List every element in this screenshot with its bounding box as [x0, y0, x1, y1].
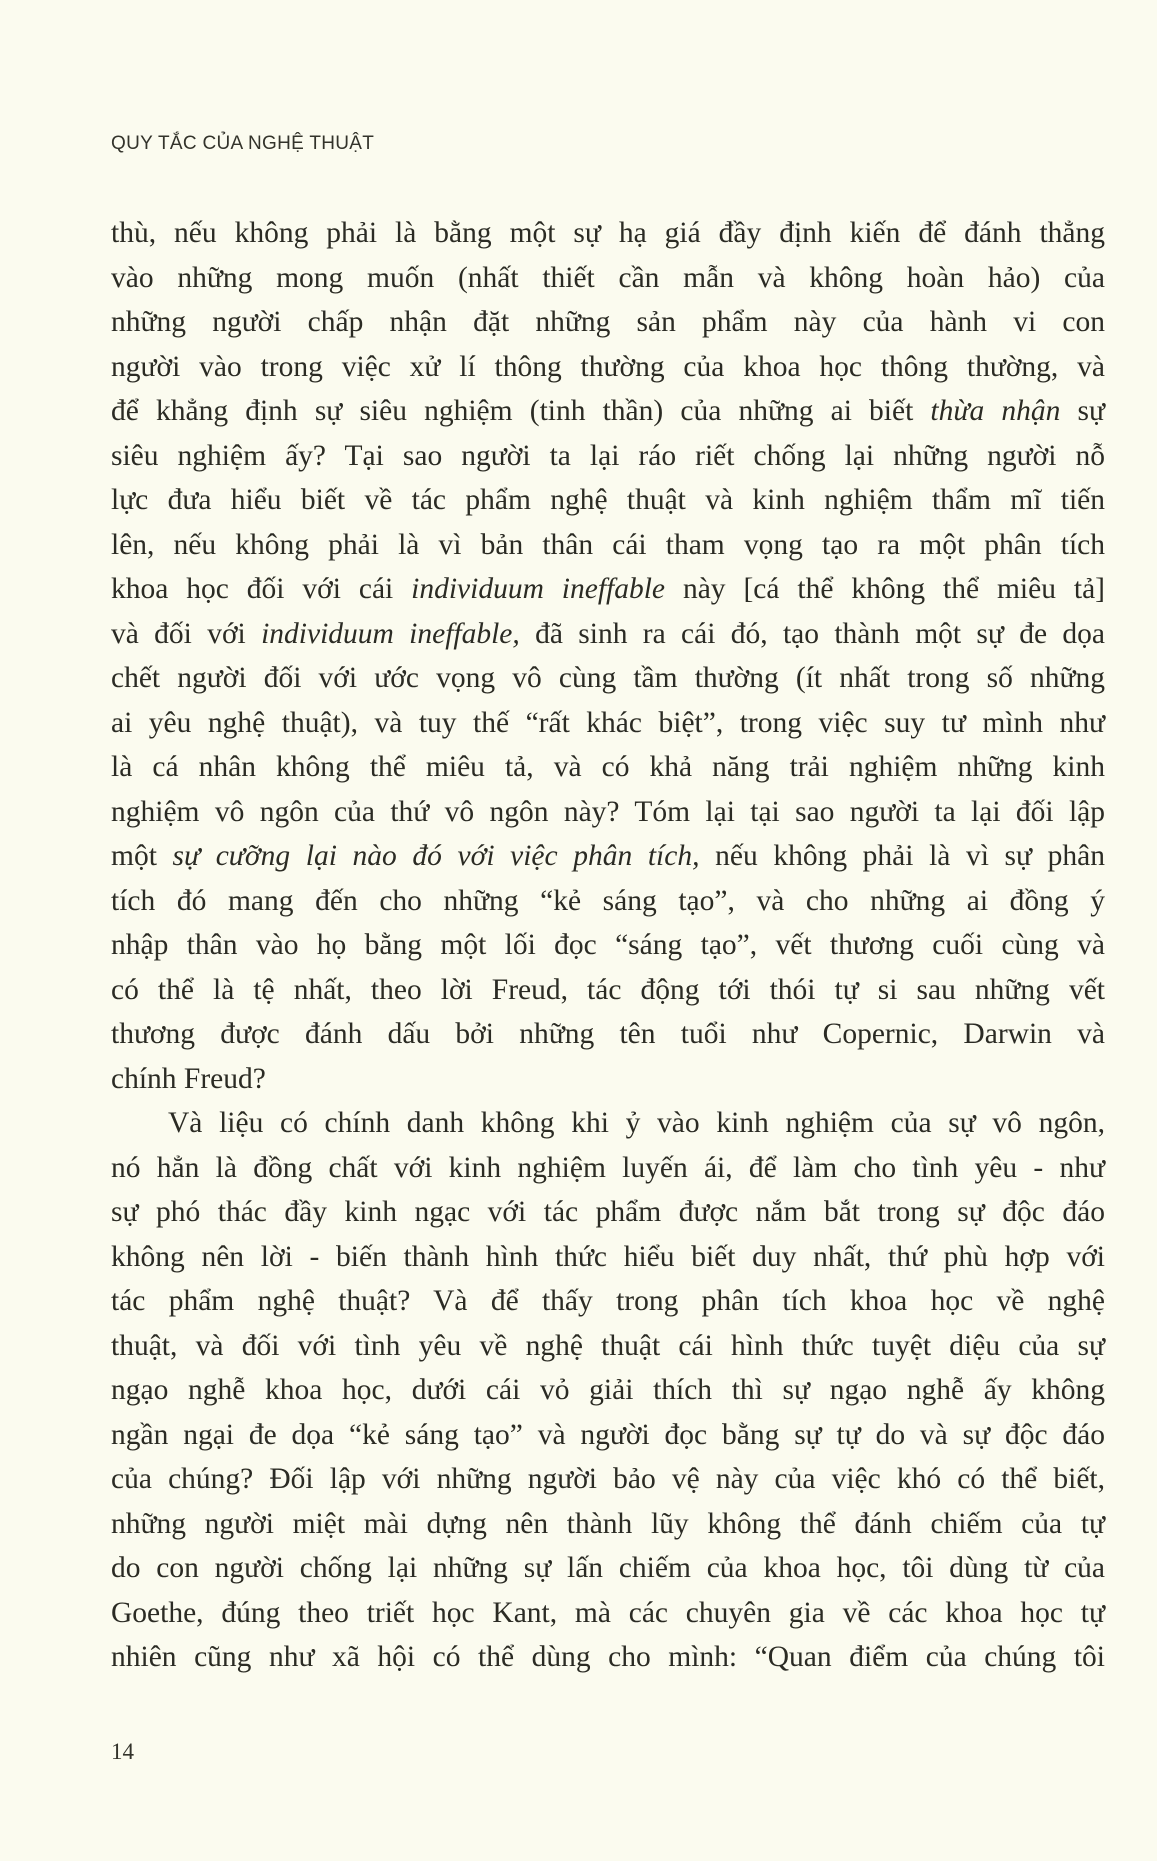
- text-segment: lên, nếu không phải là vì bản thân cái tham vọng tạo ra một phân tích: [111, 528, 1105, 561]
- text-segment: vào những mong muốn (nhất thiết cần mẫn và không hoàn hảo) của: [111, 261, 1105, 294]
- text-segment: do con người chống lại những sự lấn chiếm của khoa học, tôi dùng từ của: [111, 1552, 1105, 1584]
- text-segment: ngần ngại đe dọa “kẻ sáng tạo” và người đọc bằng sự tự do và sự độc đáo: [111, 1418, 1105, 1451]
- paragraph: [111, 1101, 1105, 1680]
- text-line: [111, 523, 1105, 568]
- text-segment: tích đó mang đến cho những “kẻ sáng tạo”, và cho những ai đồng ý: [111, 884, 1105, 917]
- text-segment: Và liệu có chính danh không khi ỷ vào kinh nghiệm của sự vô ngôn,: [168, 1107, 1105, 1139]
- text-line: [111, 1057, 1105, 1102]
- text-line: [111, 656, 1105, 701]
- text-segment: những người chấp nhận đặt những sản phẩm này của hành vi con: [111, 306, 1105, 338]
- text-segment: để khẳng định sự siêu nghiệm (tinh thần) của những ai biết: [111, 395, 931, 427]
- body-text: [111, 211, 1105, 1680]
- text-line: [111, 1101, 1105, 1146]
- text-line: [111, 1546, 1105, 1591]
- text-segment: khoa học đối với cái: [111, 573, 412, 605]
- text-segment: những người miệt mài dựng nên thành lũy không thể đánh chiếm của tự: [111, 1507, 1105, 1540]
- text-segment: không nên lời - biến thành hình thức hiểu biết duy nhất, thứ phù hợp với: [111, 1240, 1105, 1273]
- text-line: [111, 478, 1105, 523]
- text-line: [111, 701, 1105, 746]
- italic-text: sự cưỡng lại nào đó với việc phân tích,: [172, 840, 700, 872]
- text-line: [111, 1635, 1105, 1680]
- text-line: [111, 745, 1105, 790]
- text-line: [111, 879, 1105, 924]
- text-line: [111, 1457, 1105, 1502]
- text-line: [111, 834, 1105, 879]
- text-line: [111, 1012, 1105, 1057]
- text-segment: là cá nhân không thể miêu tả, và có khả năng trải nghiệm những kinh: [111, 751, 1105, 783]
- text-segment: ngạo nghễ khoa học, dưới cái vỏ giải thích thì sự ngạo nghễ ấy không: [111, 1374, 1105, 1406]
- text-segment: nếu không phải là vì sự phân: [699, 840, 1105, 872]
- text-segment: của chúng? Đối lập với những người bảo vệ này của việc khó có thể biết,: [111, 1463, 1105, 1495]
- text-segment: này [cá thể không thể miêu tả]: [665, 573, 1105, 605]
- text-segment: thương được đánh dấu bởi những tên tuổi như Copernic, Darwin và: [111, 1018, 1105, 1050]
- text-segment: thù, nếu không phải là bằng một sự hạ giá đầy định kiến để đánh thẳng: [111, 217, 1105, 249]
- text-line: [111, 1502, 1105, 1547]
- text-line: [111, 1146, 1105, 1191]
- italic-text: individuum ineffable: [411, 573, 666, 605]
- italic-text: thừa nhận: [930, 395, 1061, 427]
- text-segment: sự phó thác đầy kinh ngạc với tác phẩm được nắm bắt trong sự độc đáo: [111, 1196, 1105, 1228]
- text-segment: chính Freud?: [111, 1062, 266, 1095]
- text-segment: sự: [1060, 395, 1105, 427]
- text-segment: nghiệm vô ngôn của thứ vô ngôn này? Tóm lại tại sao người ta lại đối lập: [111, 795, 1105, 828]
- text-segment: thuật, và đối với tình yêu về nghệ thuật cái hình thức tuyệt diệu của sự: [111, 1329, 1105, 1362]
- text-line: [111, 1190, 1105, 1235]
- text-line: [111, 790, 1105, 835]
- text-segment: siêu nghiệm ấy? Tại sao người ta lại ráo riết chống lại những người nỗ: [111, 439, 1105, 472]
- running-head: QUY TẮC CỦA NGHỆ THUẬT: [111, 133, 375, 154]
- text-segment: lực đưa hiểu biết về tác phẩm nghệ thuật và kinh nghiệm thẩm mĩ tiến: [111, 484, 1105, 516]
- text-line: [111, 300, 1105, 345]
- text-line: [111, 1324, 1105, 1369]
- text-line: [111, 434, 1105, 479]
- text-segment: Goethe, đúng theo triết học Kant, mà các chuyên gia về các khoa học tự: [111, 1596, 1105, 1629]
- text-line: [111, 1413, 1105, 1458]
- text-segment: có thể là tệ nhất, theo lời Freud, tác động tới thói tự si sau những vết: [111, 973, 1105, 1006]
- text-line: [111, 389, 1105, 434]
- text-line: [111, 1368, 1105, 1413]
- text-line: [111, 211, 1105, 256]
- text-line: [111, 256, 1105, 301]
- text-line: [111, 1279, 1105, 1324]
- text-line: [111, 345, 1105, 390]
- paragraph: [111, 211, 1105, 1101]
- italic-text: individuum ineffable,: [261, 617, 520, 650]
- text-segment: nhập thân vào họ bằng một lối đọc “sáng tạo”, vết thương cuối cùng và: [111, 929, 1105, 961]
- page-number: 14: [111, 1739, 134, 1764]
- text-line: [111, 612, 1105, 657]
- text-segment: người vào trong việc xử lí thông thường của khoa học thông thường, và: [111, 350, 1105, 383]
- text-segment: một: [111, 840, 173, 872]
- text-line: [111, 1591, 1105, 1636]
- text-segment: tác phẩm nghệ thuật? Và để thấy trong phân tích khoa học về nghệ: [111, 1285, 1105, 1317]
- text-line: [111, 968, 1105, 1013]
- text-segment: và đối với: [111, 617, 262, 650]
- text-segment: nhiên cũng như xã hội có thể dùng cho mình: “Quan điểm của chúng tôi: [111, 1641, 1105, 1673]
- text-line: [111, 1235, 1105, 1280]
- text-segment: nó hẳn là đồng chất với kinh nghiệm luyến ái, để làm cho tình yêu - như: [111, 1151, 1105, 1184]
- text-segment: ai yêu nghệ thuật), và tuy thế “rất khác biệt”, trong việc suy tư mình như: [111, 706, 1105, 739]
- text-segment: chết người đối với ước vọng vô cùng tầm thường (ít nhất trong số những: [111, 662, 1105, 694]
- text-line: [111, 567, 1105, 612]
- text-line: [111, 923, 1105, 968]
- text-segment: đã sinh ra cái đó, tạo thành một sự đe dọa: [519, 617, 1105, 650]
